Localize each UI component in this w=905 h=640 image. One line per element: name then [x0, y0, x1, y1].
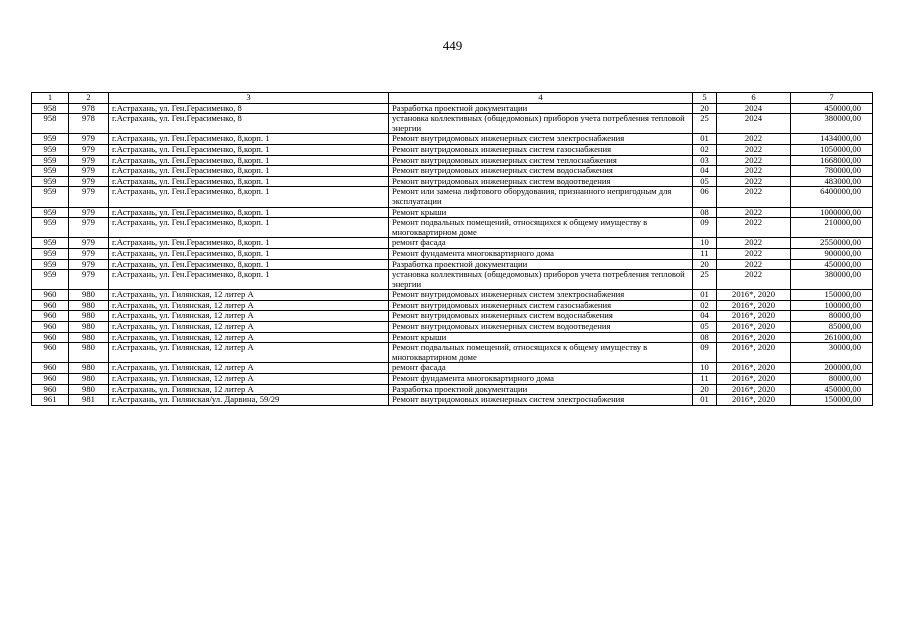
address-cell: г.Астрахань, ул. Гилянская, 12 литер А [109, 322, 389, 333]
year-cell: 2016*, 2020 [717, 384, 791, 395]
house-number-cell: 980 [69, 300, 109, 311]
house-number-cell: 979 [69, 166, 109, 177]
house-number-cell: 979 [69, 207, 109, 218]
year-cell: 2016*, 2020 [717, 311, 791, 322]
table-row [32, 343, 873, 363]
table-row [32, 384, 873, 395]
table-row [32, 311, 873, 322]
house-number-cell: 979 [69, 187, 109, 207]
capital-repair-table [31, 92, 873, 406]
table-row [32, 238, 873, 249]
work-code-cell: 04 [693, 311, 717, 322]
house-number-cell: 979 [69, 144, 109, 155]
year-cell: 2016*, 2020 [717, 343, 791, 363]
work-type-cell: Разработка проектной документации [389, 259, 693, 270]
address-cell: г.Астрахань, ул. Ген.Герасименко, 8 [109, 103, 389, 114]
address-cell: г.Астрахань, ул. Ген.Герасименко, 8,корп. 1 [109, 155, 389, 166]
cost-cell: 900000,00 [791, 248, 873, 259]
table-row [32, 134, 873, 145]
record-number-cell: 959 [32, 155, 69, 166]
record-number-cell: 958 [32, 103, 69, 114]
cost-cell: 1050000,00 [791, 144, 873, 155]
address-cell: г.Астрахань, ул. Ген.Герасименко, 8,корп. 1 [109, 259, 389, 270]
house-number-cell: 980 [69, 322, 109, 333]
cost-cell: 450000,00 [791, 103, 873, 114]
page-number: 449 [442, 38, 463, 53]
house-number-cell: 979 [69, 238, 109, 249]
table-row [32, 103, 873, 114]
table-row [32, 363, 873, 374]
house-number-cell: 980 [69, 290, 109, 301]
record-number-cell: 960 [32, 384, 69, 395]
address-cell: г.Астрахань, ул. Гилянская, 12 литер А [109, 311, 389, 322]
record-number-cell: 960 [32, 290, 69, 301]
record-number-cell: 960 [32, 343, 69, 363]
house-number-cell: 979 [69, 270, 109, 290]
table-row [32, 207, 873, 218]
record-number-cell: 958 [32, 114, 69, 134]
address-cell: г.Астрахань, ул. Гилянская, 12 литер А [109, 290, 389, 301]
work-type-cell: Ремонт внутридомовых инженерных систем теплоснабжения [389, 155, 693, 166]
address-cell: г.Астрахань, ул. Ген.Герасименко, 8,корп. 1 [109, 166, 389, 177]
work-code-cell: 10 [693, 363, 717, 374]
house-number-cell: 978 [69, 114, 109, 134]
work-type-cell: Ремонт внутридомовых инженерных систем электроснабжения [389, 290, 693, 301]
house-number-cell: 981 [69, 395, 109, 406]
work-type-cell: ремонт фасада [389, 363, 693, 374]
work-type-cell: установка коллективных (общедомовых) приборов учета потребления тепловой энергии [389, 270, 693, 290]
work-code-cell: 02 [693, 144, 717, 155]
house-number-cell: 978 [69, 103, 109, 114]
work-code-cell: 04 [693, 166, 717, 177]
work-type-cell: Разработка проектной документации [389, 384, 693, 395]
year-cell: 2022 [717, 134, 791, 145]
table-row [32, 166, 873, 177]
cost-cell: 450000,00 [791, 384, 873, 395]
table-row [32, 248, 873, 259]
record-number-cell: 959 [32, 270, 69, 290]
record-number-cell: 959 [32, 166, 69, 177]
work-code-cell: 06 [693, 187, 717, 207]
year-cell: 2016*, 2020 [717, 332, 791, 343]
column-header-4: 4 [389, 93, 693, 104]
year-cell: 2022 [717, 259, 791, 270]
work-type-cell: Ремонт крыши [389, 332, 693, 343]
year-cell: 2016*, 2020 [717, 300, 791, 311]
year-cell: 2016*, 2020 [717, 374, 791, 385]
work-code-cell: 20 [693, 384, 717, 395]
work-type-cell: Ремонт внутридомовых инженерных систем газоснабжения [389, 300, 693, 311]
year-cell: 2022 [717, 155, 791, 166]
address-cell: г.Астрахань, ул. Гилянская, 12 литер А [109, 343, 389, 363]
work-code-cell: 05 [693, 176, 717, 187]
table-row [32, 114, 873, 134]
record-number-cell: 960 [32, 322, 69, 333]
work-code-cell: 20 [693, 259, 717, 270]
address-cell: г.Астрахань, ул. Гилянская, 12 литер А [109, 384, 389, 395]
cost-cell: 200000,00 [791, 363, 873, 374]
work-type-cell: Ремонт внутридомовых инженерных систем электроснабжения [389, 134, 693, 145]
column-header-2: 2 [69, 93, 109, 104]
column-header-5: 5 [693, 93, 717, 104]
address-cell: г.Астрахань, ул. Ген.Герасименко, 8,корп. 1 [109, 248, 389, 259]
house-number-cell: 979 [69, 218, 109, 238]
record-number-cell: 961 [32, 395, 69, 406]
cost-cell: 30000,00 [791, 343, 873, 363]
address-cell: г.Астрахань, ул. Гилянская/ул. Дарвина, 59/29 [109, 395, 389, 406]
work-code-cell: 02 [693, 300, 717, 311]
work-type-cell: Ремонт крыши [389, 207, 693, 218]
header-row [32, 93, 873, 104]
address-cell: г.Астрахань, ул. Ген.Герасименко, 8,корп. 1 [109, 218, 389, 238]
work-code-cell: 01 [693, 290, 717, 301]
year-cell: 2022 [717, 270, 791, 290]
column-header-3: 3 [109, 93, 389, 104]
cost-cell: 100000,00 [791, 300, 873, 311]
cost-cell: 85000,00 [791, 322, 873, 333]
work-code-cell: 10 [693, 238, 717, 249]
cost-cell: 261000,00 [791, 332, 873, 343]
cost-cell: 483000,00 [791, 176, 873, 187]
address-cell: г.Астрахань, ул. Гилянская, 12 литер А [109, 363, 389, 374]
cost-cell: 780000,00 [791, 166, 873, 177]
work-type-cell: Ремонт внутридомовых инженерных систем водоотведения [389, 176, 693, 187]
cost-cell: 1000000,00 [791, 207, 873, 218]
work-type-cell: Ремонт фундамента многоквартирного дома [389, 374, 693, 385]
cost-cell: 150000,00 [791, 290, 873, 301]
work-type-cell: Ремонт внутридомовых инженерных систем водоотведения [389, 322, 693, 333]
house-number-cell: 979 [69, 134, 109, 145]
record-number-cell: 959 [32, 187, 69, 207]
address-cell: г.Астрахань, ул. Ген.Герасименко, 8,корп. 1 [109, 187, 389, 207]
table-row [32, 218, 873, 238]
column-header-1: 1 [32, 93, 69, 104]
work-type-cell: Ремонт внутридомовых инженерных систем водоснабжения [389, 311, 693, 322]
address-cell: г.Астрахань, ул. Ген.Герасименко, 8,корп. 1 [109, 238, 389, 249]
year-cell: 2016*, 2020 [717, 363, 791, 374]
house-number-cell: 979 [69, 259, 109, 270]
table-body [32, 103, 873, 405]
record-number-cell: 959 [32, 176, 69, 187]
work-code-cell: 09 [693, 343, 717, 363]
record-number-cell: 960 [32, 300, 69, 311]
work-type-cell: ремонт фасада [389, 238, 693, 249]
work-code-cell: 08 [693, 207, 717, 218]
work-code-cell: 01 [693, 395, 717, 406]
cost-cell: 2550000,00 [791, 238, 873, 249]
house-number-cell: 979 [69, 248, 109, 259]
year-cell: 2022 [717, 207, 791, 218]
record-number-cell: 959 [32, 134, 69, 145]
year-cell: 2022 [717, 187, 791, 207]
record-number-cell: 960 [32, 311, 69, 322]
work-code-cell: 09 [693, 218, 717, 238]
work-code-cell: 08 [693, 332, 717, 343]
record-number-cell: 959 [32, 248, 69, 259]
house-number-cell: 980 [69, 311, 109, 322]
year-cell: 2016*, 2020 [717, 395, 791, 406]
cost-cell: 80000,00 [791, 374, 873, 385]
work-type-cell: Ремонт подвальных помещений, относящихся к общему имуществу в многоквартирном доме [389, 343, 693, 363]
table-row [32, 270, 873, 290]
table-header [32, 93, 873, 104]
work-type-cell: Ремонт внутридомовых инженерных систем электроснабжения [389, 395, 693, 406]
house-number-cell: 979 [69, 176, 109, 187]
address-cell: г.Астрахань, ул. Ген.Герасименко, 8,корп. 1 [109, 270, 389, 290]
table-row [32, 176, 873, 187]
table-row [32, 187, 873, 207]
record-number-cell: 959 [32, 144, 69, 155]
table-row [32, 290, 873, 301]
record-number-cell: 959 [32, 207, 69, 218]
cost-cell: 380000,00 [791, 114, 873, 134]
work-code-cell: 25 [693, 270, 717, 290]
address-cell: г.Астрахань, ул. Ген.Герасименко, 8,корп. 1 [109, 207, 389, 218]
cost-cell: 210000,00 [791, 218, 873, 238]
year-cell: 2022 [717, 176, 791, 187]
year-cell: 2022 [717, 238, 791, 249]
cost-cell: 6400000,00 [791, 187, 873, 207]
cost-cell: 1668000,00 [791, 155, 873, 166]
address-cell: г.Астрахань, ул. Гилянская, 12 литер А [109, 300, 389, 311]
year-cell: 2016*, 2020 [717, 290, 791, 301]
work-code-cell: 01 [693, 134, 717, 145]
address-cell: г.Астрахань, ул. Ген.Герасименко, 8,корп. 1 [109, 134, 389, 145]
table-row [32, 374, 873, 385]
cost-cell: 450000,00 [791, 259, 873, 270]
work-type-cell: установка коллективных (общедомовых) приборов учета потребления тепловой энергии [389, 114, 693, 134]
record-number-cell: 960 [32, 374, 69, 385]
year-cell: 2016*, 2020 [717, 322, 791, 333]
work-code-cell: 03 [693, 155, 717, 166]
table-row [32, 155, 873, 166]
work-code-cell: 05 [693, 322, 717, 333]
address-cell: г.Астрахань, ул. Гилянская, 12 литер А [109, 374, 389, 385]
cost-cell: 80000,00 [791, 311, 873, 322]
cost-cell: 150000,00 [791, 395, 873, 406]
table-row [32, 395, 873, 406]
table-row [32, 322, 873, 333]
work-code-cell: 25 [693, 114, 717, 134]
address-cell: г.Астрахань, ул. Ген.Герасименко, 8,корп. 1 [109, 144, 389, 155]
year-cell: 2024 [717, 103, 791, 114]
year-cell: 2022 [717, 144, 791, 155]
house-number-cell: 980 [69, 343, 109, 363]
house-number-cell: 980 [69, 374, 109, 385]
house-number-cell: 979 [69, 155, 109, 166]
year-cell: 2022 [717, 218, 791, 238]
cost-cell: 380000,00 [791, 270, 873, 290]
house-number-cell: 980 [69, 363, 109, 374]
work-type-cell: Разработка проектной документации [389, 103, 693, 114]
work-type-cell: Ремонт фундамента многоквартирного дома [389, 248, 693, 259]
year-cell: 2022 [717, 166, 791, 177]
record-number-cell: 959 [32, 238, 69, 249]
record-number-cell: 959 [32, 218, 69, 238]
work-type-cell: Ремонт подвальных помещений, относящихся к общему имуществу в многоквартирном доме [389, 218, 693, 238]
address-cell: г.Астрахань, ул. Ген.Герасименко, 8 [109, 114, 389, 134]
table-row [32, 259, 873, 270]
year-cell: 2022 [717, 248, 791, 259]
work-type-cell: Ремонт внутридомовых инженерных систем водоснабжения [389, 166, 693, 177]
record-number-cell: 959 [32, 259, 69, 270]
address-cell: г.Астрахань, ул. Гилянская, 12 литер А [109, 332, 389, 343]
record-number-cell: 960 [32, 332, 69, 343]
address-cell: г.Астрахань, ул. Ген.Герасименко, 8,корп. 1 [109, 176, 389, 187]
column-header-7: 7 [791, 93, 873, 104]
work-code-cell: 11 [693, 248, 717, 259]
work-code-cell: 20 [693, 103, 717, 114]
work-code-cell: 11 [693, 374, 717, 385]
house-number-cell: 980 [69, 384, 109, 395]
table-row [32, 144, 873, 155]
year-cell: 2024 [717, 114, 791, 134]
column-header-6: 6 [717, 93, 791, 104]
record-number-cell: 960 [32, 363, 69, 374]
table-row [32, 332, 873, 343]
house-number-cell: 980 [69, 332, 109, 343]
work-type-cell: Ремонт внутридомовых инженерных систем газоснабжения [389, 144, 693, 155]
work-type-cell: Ремонт или замена лифтового оборудования, признанного непригодным для эксплуатации [389, 187, 693, 207]
cost-cell: 1434000,00 [791, 134, 873, 145]
table-row [32, 300, 873, 311]
